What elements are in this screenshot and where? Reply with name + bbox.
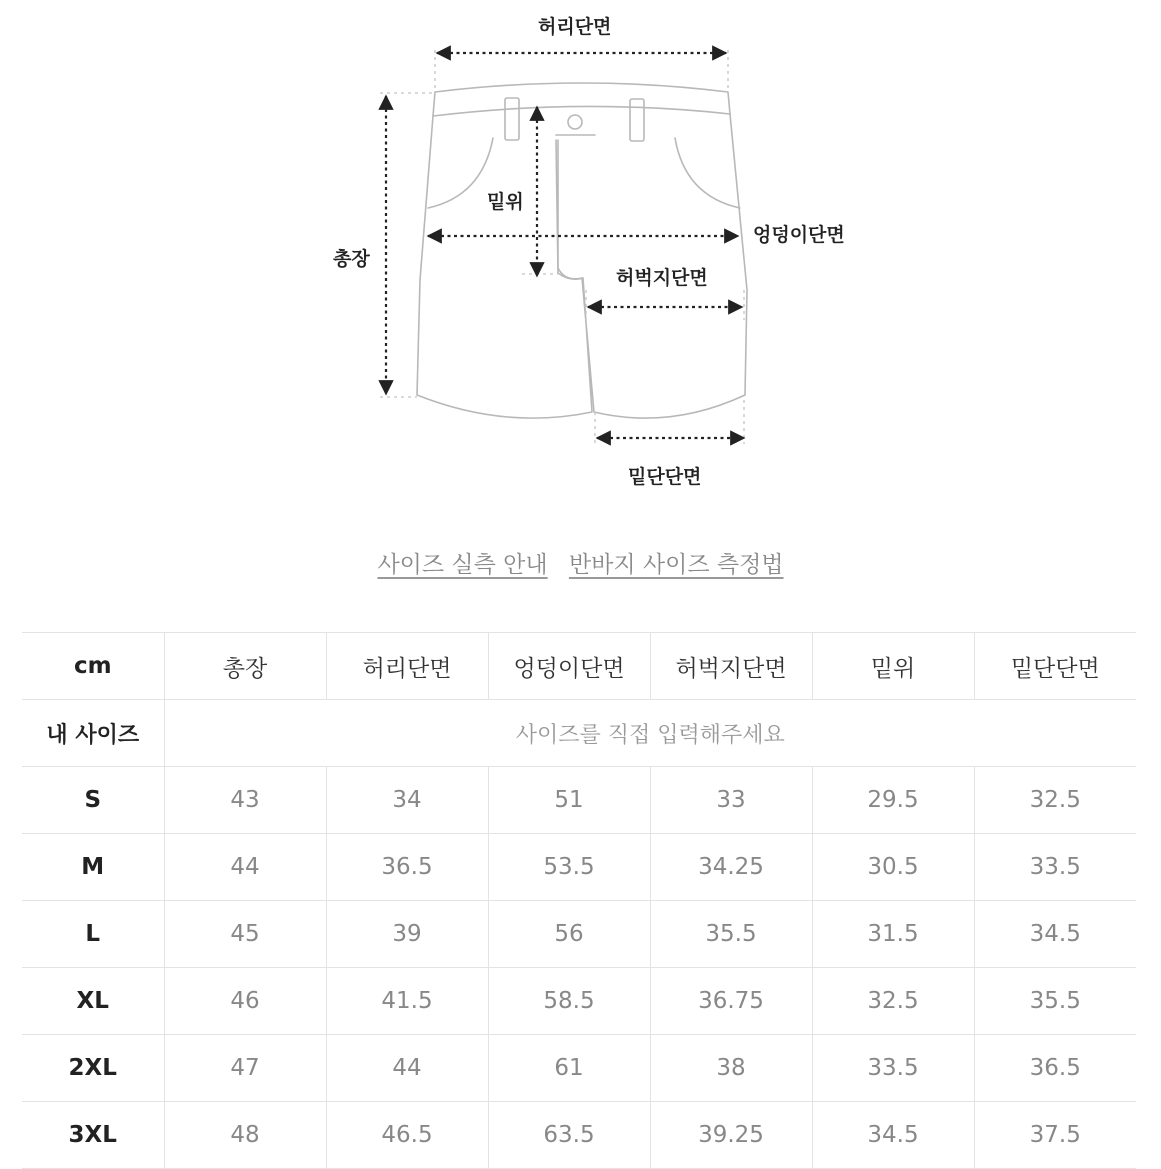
- table-cell: 48: [164, 1102, 326, 1169]
- label-length: 총장: [333, 248, 370, 270]
- shorts-illustration: [0, 0, 1161, 520]
- table-cell: 30.5: [812, 834, 974, 901]
- table-cell: 32.5: [974, 767, 1136, 834]
- size-label: 2XL: [22, 1035, 164, 1102]
- header-thigh: 허벅지단면: [650, 633, 812, 700]
- table-row: [22, 834, 1136, 901]
- header-hip: 엉덩이단면: [488, 633, 650, 700]
- table-cell: 33: [650, 767, 812, 834]
- my-size-input[interactable]: 사이즈를 직접 입력해주세요: [164, 700, 1136, 767]
- table-cell: 36.75: [650, 968, 812, 1035]
- table-cell: 33.5: [812, 1035, 974, 1102]
- table-row: [22, 1102, 1136, 1169]
- table-cell: 35.5: [650, 901, 812, 968]
- table-cell: 36.5: [974, 1035, 1136, 1102]
- label-hip: 엉덩이단면: [753, 224, 845, 246]
- table-cell: 58.5: [488, 968, 650, 1035]
- table-cell: 36.5: [326, 834, 488, 901]
- my-size-row: [22, 700, 1136, 767]
- label-rise: 밑위: [487, 191, 524, 213]
- table-cell: 61: [488, 1035, 650, 1102]
- table-cell: 33.5: [974, 834, 1136, 901]
- label-waist: 허리단면: [538, 16, 612, 38]
- header-waist: 허리단면: [326, 633, 488, 700]
- table-cell: 63.5: [488, 1102, 650, 1169]
- table-cell: 34.5: [974, 901, 1136, 968]
- table-cell: 34.5: [812, 1102, 974, 1169]
- size-table: [22, 632, 1136, 1169]
- size-label: M: [22, 834, 164, 901]
- table-row: [22, 1035, 1136, 1102]
- table-cell: 34.25: [650, 834, 812, 901]
- label-thigh: 허벅지단면: [616, 267, 708, 289]
- size-guide-link[interactable]: 사이즈 실측 안내: [377, 552, 548, 578]
- table-row: [22, 968, 1136, 1035]
- size-label: 3XL: [22, 1102, 164, 1169]
- table-cell: 53.5: [488, 834, 650, 901]
- table-cell: 46: [164, 968, 326, 1035]
- table-cell: 47: [164, 1035, 326, 1102]
- size-label: L: [22, 901, 164, 968]
- table-cell: 38: [650, 1035, 812, 1102]
- table-cell: 37.5: [974, 1102, 1136, 1169]
- table-cell: 56: [488, 901, 650, 968]
- table-cell: 29.5: [812, 767, 974, 834]
- table-cell: 44: [326, 1035, 488, 1102]
- table-cell: 39: [326, 901, 488, 968]
- header-unit: cm: [22, 633, 164, 700]
- header-length: 총장: [164, 633, 326, 700]
- header-rise: 밑위: [812, 633, 974, 700]
- header-hem: 밑단단면: [974, 633, 1136, 700]
- table-cell: 35.5: [974, 968, 1136, 1035]
- table-cell: 31.5: [812, 901, 974, 968]
- table-cell: 43: [164, 767, 326, 834]
- size-diagram: [0, 0, 1161, 520]
- table-cell: 34: [326, 767, 488, 834]
- my-size-label: 내 사이즈: [22, 700, 164, 767]
- size-label: XL: [22, 968, 164, 1035]
- table-cell: 32.5: [812, 968, 974, 1035]
- table-row: [22, 901, 1136, 968]
- how-to-measure-link[interactable]: 반바지 사이즈 측정법: [568, 552, 784, 578]
- table-header-row: [22, 633, 1136, 700]
- guide-links: [0, 550, 1161, 580]
- table-cell: 46.5: [326, 1102, 488, 1169]
- table-cell: 41.5: [326, 968, 488, 1035]
- label-hem: 밑단단면: [628, 466, 702, 488]
- table-cell: 51: [488, 767, 650, 834]
- table-cell: 44: [164, 834, 326, 901]
- table-cell: 45: [164, 901, 326, 968]
- table-row: [22, 767, 1136, 834]
- size-label: S: [22, 767, 164, 834]
- table-cell: 39.25: [650, 1102, 812, 1169]
